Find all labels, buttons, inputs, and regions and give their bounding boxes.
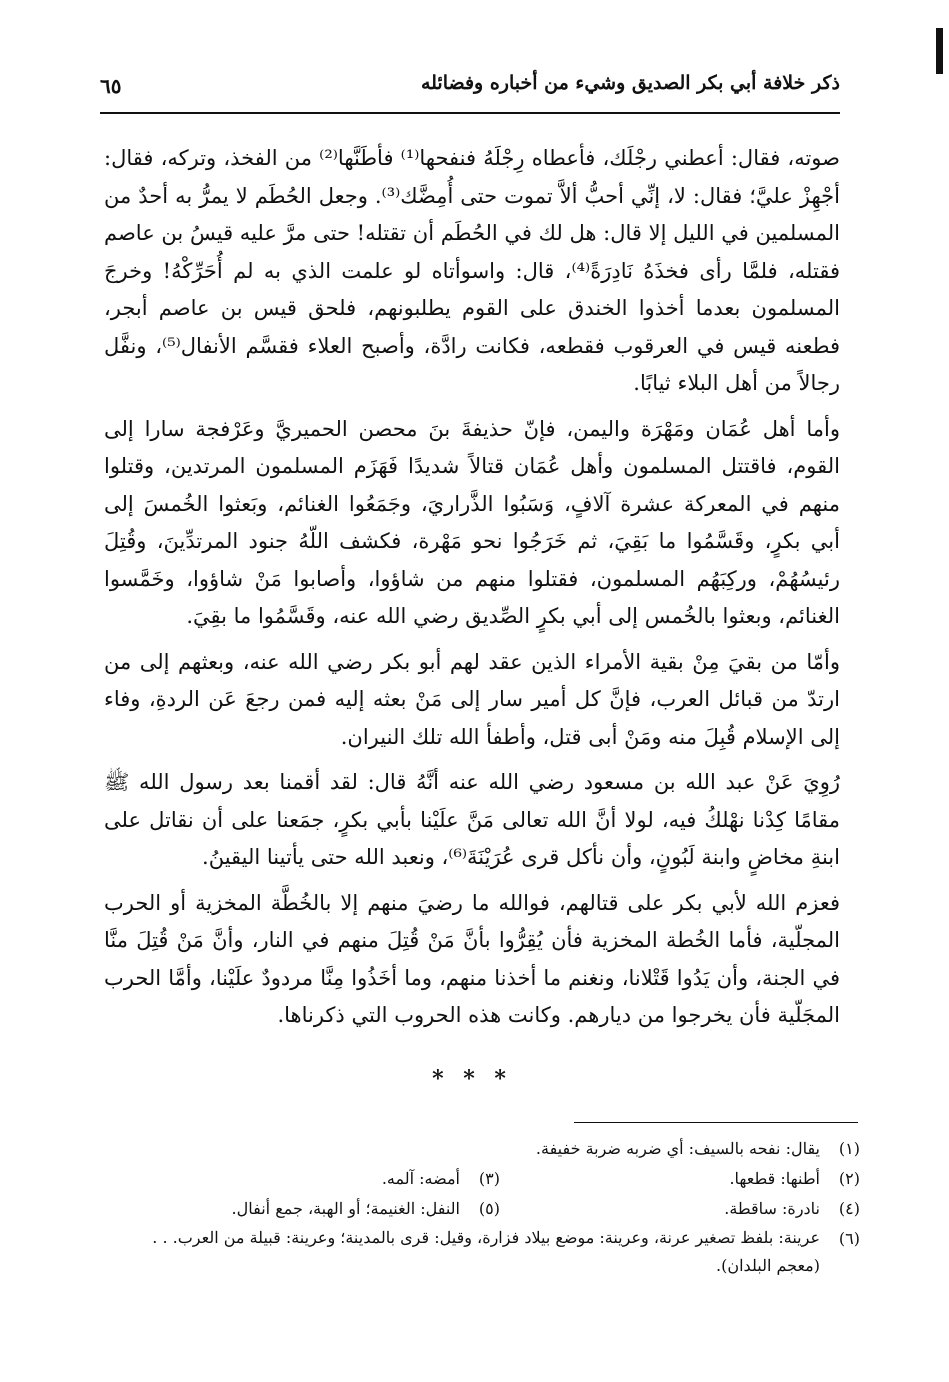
footnote-5 (232, 1194, 500, 1224)
footnote-number: (١) (838, 1139, 860, 1158)
footnotes (104, 1134, 860, 1280)
footnote-text: النفل: الغنيمة؛ أو الهبة، جمع أنفال. (231, 1199, 460, 1218)
paragraph-1: صوته، فقال: أعطني رجْلَك، فأعطاه رِجْلَهُ فنفحها⁽¹⁾ فأطَنَّها⁽²⁾ من الفخذ، وتركه، فقال: أجْهِزْ عليَّ؛ فقال: لا، إنِّي أحبُّ ألاَّ تموت حتى أُمِضَّك⁽³⁾. وجعل الحُطَم لا يمرُّ به أحدٌ من المسلمين في الليل إلا قال: هل لك في الحُطَم أن تقتله! حتى مرَّ عليه قيسُ بن عاصم فقتله، فلمَّا رأى فخذَهُ نَادِرَةً⁽⁴⁾، قال: واسوأتاه لو علمت الذي به لم أُحَرِّكْهُ! وخرجَ المسلمون بعدما أخذوا الخندق على القوم يطلبونهم، فلحق قيس بن عاصم أبجر، فطعنه قيس في العرقوب فقطعه، فكانت رادَّة، وأصبح العلاء فقسَّم الأنفال⁽⁵⁾، ونفَّل رجالاً من أهل البلاء ثيابًا. (104, 146, 841, 395)
paragraph-3: وأمّا من بقيَ مِنْ بقية الأمراء الذين عقد لهم أبو بكر رضي الله عنه، وبعثهم إلى من ارتدّ من قبائل العرب، فإنَّ كل أمير سار إلى مَنْ بعثه إليه فمن رجعَ عَن الردةِ، وفاء إلى الإسلام قُبِلَ منه ومَنْ أبى قتل، وأطفأ الله تلك النيران. (104, 649, 840, 749)
paragraph-4: رُوِيَ عَنْ عبد الله بن مسعود رضي الله عنه أنَّهُ قال: لقد أقمنا بعد رسول الله ﷺ مقامًا كِدْنا نهْلكُ فيه، لولا أنَّ الله تعالى مَنَّ علَيْنا بأبي بكرٍ، جمَعنا على أن نقاتل على ابنةِ مخاضٍ وابنة لَبُونٍ، وأن نأكل قرى عُرَيْنَةَ⁽⁶⁾، ونعبد الله حتى يأتينا اليقينُ. (104, 770, 840, 869)
footnote-number: (٢) (838, 1169, 860, 1188)
footnote-1 (536, 1134, 860, 1164)
footnote-text: عرينة: بلفظ تصغير عرنة، وعرينة: موضع بيلاد فزارة، وقيل: قرى بالمدينة؛ وعرينة: قبيلة من العرب. . . (معجم البلدان). (152, 1228, 820, 1275)
footnote-number: (٣) (478, 1169, 500, 1188)
footnote-text: أمضه: آلمه. (381, 1169, 460, 1188)
running-header (100, 68, 840, 108)
paragraph-2: وأما أهل عُمَان ومَهْرَة واليمن، فإنّ حذيفةَ بنَ محصن الحميريَّ وعَرْفجة سارا إلى القوم، فاقتتل المسلمون وأهل عُمَان قتالاً شديدًا فَهَزَم المسلمون المرتدين، وقتلوا منهم في المعركة عشرة آلافٍ، وَسَبُوا الذَّراريَ، وجَمَعُوا الغنائم، وبَعثوا الخُمسَ إلى أبي بكرٍ، وقَسَّمُوا ما بَقِيَ، ثم خَرَجُوا نحو مَهْرة، فكشف اللّهُ جنود المرتدِّينَ، وقُتِلَ رئيسُهُمْ، وركِبَهُم المسلمون، فقتلوا منهم من شاؤوا، وأصابوا مَنْ شاؤوا، وخَمَّسوا الغنائم، وبعثوا بالخُمس إلى أبي بكرٍ الصِّديق رضي الله عنه، وقَسَّمُوا ما بقِيَ. (104, 416, 840, 628)
footnote-number: (٦) (838, 1229, 860, 1248)
footnote-3 (382, 1164, 500, 1194)
footnote-6 (104, 1224, 860, 1280)
footnote-number: (٥) (478, 1199, 500, 1218)
footnote-text: يقال: نفحه بالسيف: أي ضربه ضربة خفيفة. (535, 1139, 820, 1158)
header-title: ذكر خلافة أبي بكر الصديق وشيء من أخباره وفضائله (420, 72, 840, 94)
footnote-row (104, 1134, 860, 1164)
main-text (104, 140, 840, 1035)
footnote-4 (500, 1194, 860, 1224)
footnote-rule (574, 1122, 858, 1123)
footnote-row (104, 1164, 860, 1194)
footnote-text: أطنها: قطعها. (729, 1169, 820, 1188)
paragraph-5: فعزم الله لأبي بكر على قتالهم، فوالله ما رضيَ منهم إلا بالخُطَّة المخزية أو الحرب المجلّية، فأما الخُطة المخزية فأن يُقِرُّوا بأنَّ مَنْ قُتِلَ منهم في النار، وأنَّ مَنْ قُتِلَ منَّا في الجنة، وأن يَدُوا قَتْلانا، ونغنم ما أخذنا منهم، وما أخَذُوا مِنَّا مردودٌ علَيْنا، وأمَّا الحرب المجَلّية فأن يخرجوا من ديارهم. وكانت هذه الحروب التي ذكرناها. (104, 890, 840, 1027)
footnote-2 (500, 1164, 860, 1194)
footnote-number: (٤) (838, 1199, 860, 1218)
page-number: ٦٥ (100, 74, 122, 98)
footnote-text: نادرة: ساقطة. (724, 1199, 820, 1218)
header-rule (100, 112, 840, 114)
footnote-row (104, 1194, 860, 1224)
page-edge-mark (936, 28, 943, 74)
section-separator: * * * (432, 1066, 512, 1092)
